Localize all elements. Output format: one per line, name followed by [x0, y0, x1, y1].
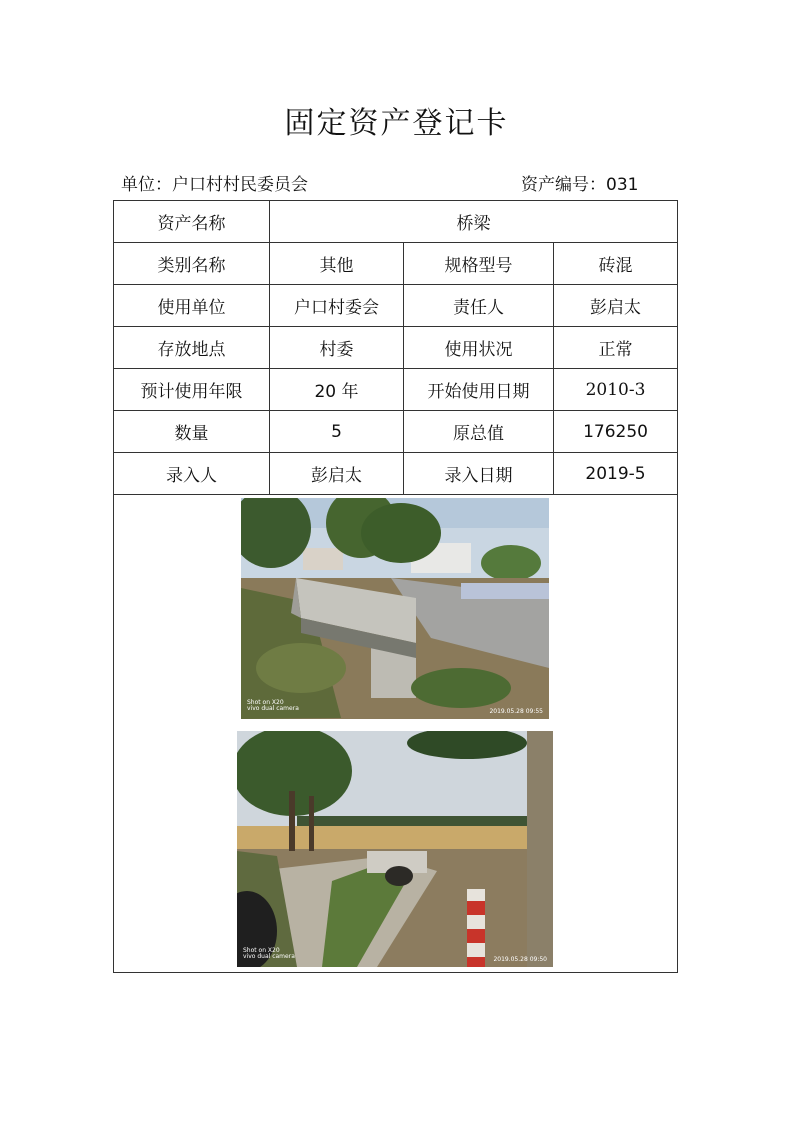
- asset-number: 资产编号：031: [521, 175, 639, 195]
- shot-line-1: Shot on X20: [247, 698, 284, 706]
- table-row: [114, 495, 678, 973]
- entry-date-label: 录入日期: [404, 453, 554, 495]
- user-unit-label: 使用单位: [114, 285, 270, 327]
- table-row: [114, 453, 678, 495]
- photo-timestamp: 2019.05.28 09:50: [493, 956, 547, 963]
- owner-label: 责任人: [404, 285, 554, 327]
- entry-date-value: 2019-5: [554, 453, 678, 495]
- shot-line-2: vivo dual camera: [247, 705, 299, 713]
- asset-name-value: 桥梁: [270, 201, 678, 243]
- original-value: 176250: [554, 411, 678, 453]
- category-label: 类别名称: [114, 243, 270, 285]
- bridge-photo-2: [237, 731, 553, 967]
- entry-person-label: 录入人: [114, 453, 270, 495]
- table-row: [114, 201, 678, 243]
- table-row: [114, 327, 678, 369]
- user-unit-value: 户口村委会: [270, 285, 404, 327]
- start-date-label: 开始使用日期: [404, 369, 554, 411]
- shot-line-1: Shot on X20: [243, 946, 280, 954]
- camera-watermark: [243, 948, 295, 961]
- unit-label: 单位：户口村村民委员会: [121, 175, 308, 195]
- status-label: 使用状况: [404, 327, 554, 369]
- table-row: [114, 243, 678, 285]
- location-label: 存放地点: [114, 327, 270, 369]
- camera-watermark: [247, 700, 299, 713]
- location-value: 村委: [270, 327, 404, 369]
- quantity-label: 数量: [114, 411, 270, 453]
- original-value-label: 原总值: [404, 411, 554, 453]
- bridge-photo-1: [241, 498, 549, 719]
- life-value: 20 年: [270, 369, 404, 411]
- photo-cell: [114, 495, 678, 973]
- page-title: 固定资产登记卡: [284, 106, 509, 141]
- spec-label: 规格型号: [404, 243, 554, 285]
- owner-value: 彭启太: [554, 285, 678, 327]
- asset-card-table: [113, 200, 678, 973]
- quantity-value: 5: [270, 411, 404, 453]
- status-value: 正常: [554, 327, 678, 369]
- asset-name-label: 资产名称: [114, 201, 270, 243]
- start-date-value: 2010-3: [554, 369, 678, 411]
- photo-timestamp: 2019.05.28 09:55: [489, 708, 543, 715]
- entry-person-value: 彭启太: [270, 453, 404, 495]
- table-row: [114, 411, 678, 453]
- category-value: 其他: [270, 243, 404, 285]
- shot-line-2: vivo dual camera: [243, 953, 295, 961]
- table-row: [114, 285, 678, 327]
- spec-value: 砖混: [554, 243, 678, 285]
- table-row: [114, 369, 678, 411]
- life-label: 预计使用年限: [114, 369, 270, 411]
